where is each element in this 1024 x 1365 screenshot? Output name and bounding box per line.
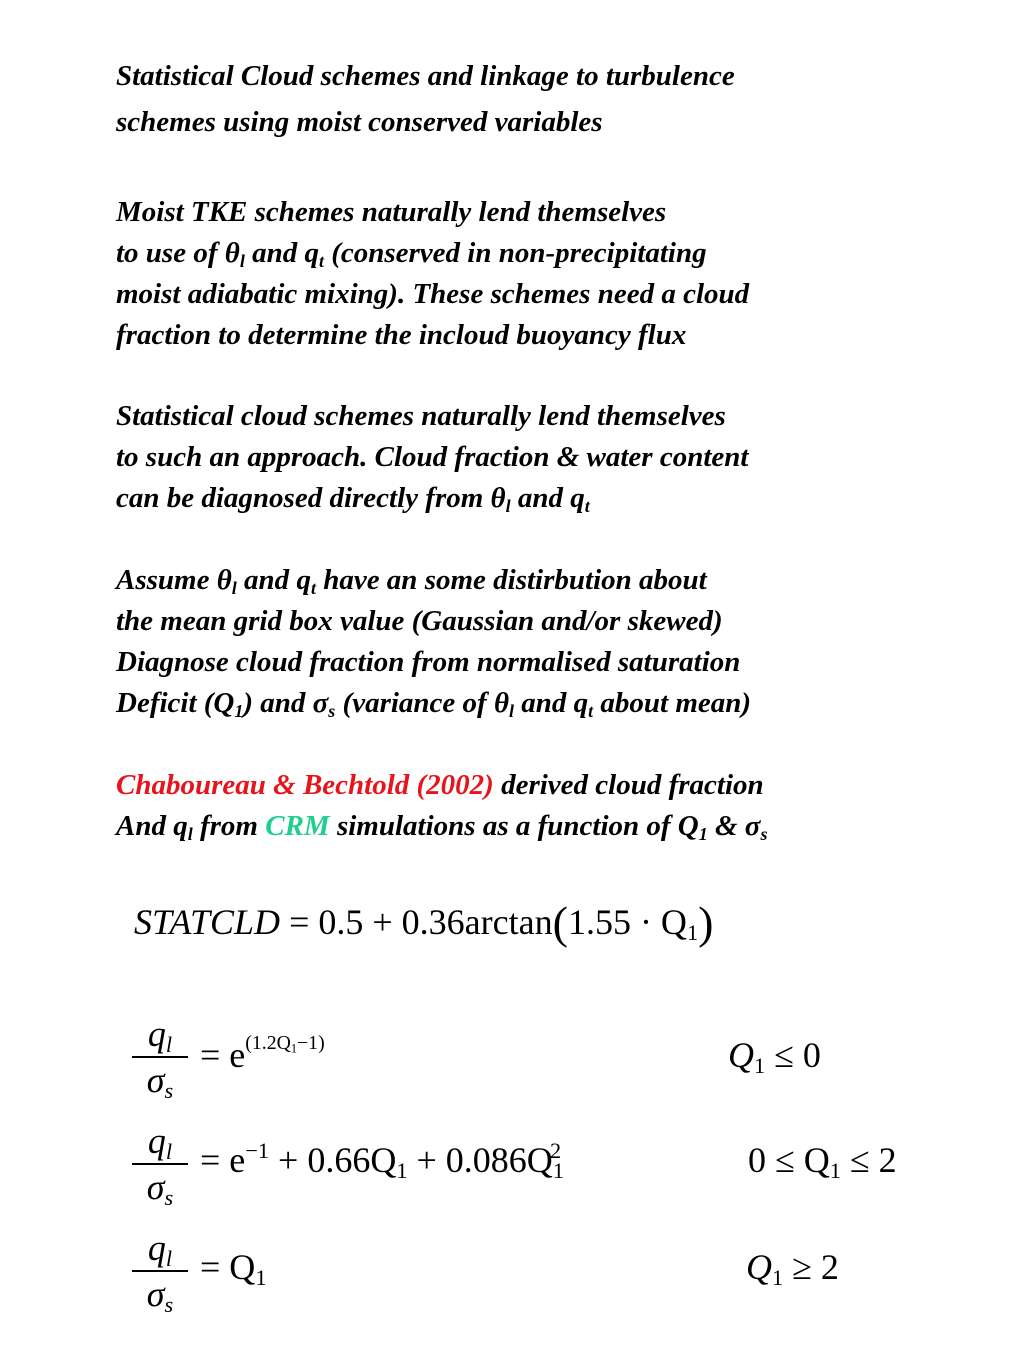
subscript-l: l	[509, 701, 515, 722]
arctan-function: arctan	[464, 902, 553, 942]
condition-text: ≤ 0	[765, 1035, 821, 1075]
subscript-1: 1	[829, 1158, 841, 1184]
exponent: −1	[245, 1138, 270, 1164]
subscript-1: 1	[754, 1053, 766, 1079]
rhs-base: = e	[200, 1140, 246, 1180]
superscript-2: 2	[549, 1138, 562, 1164]
text-span: to use of	[116, 237, 225, 269]
rhs-term: = Q	[200, 1247, 256, 1287]
subscript-t: t	[584, 496, 590, 517]
equation-ql-case-1	[200, 1034, 325, 1076]
sigma-symbol: σ	[312, 687, 329, 719]
fraction-bar	[132, 1270, 188, 1272]
subscript-s: s	[760, 824, 768, 845]
text-span: And q	[116, 810, 188, 842]
text-span: and	[514, 687, 574, 719]
subscript-s: s	[164, 1292, 174, 1318]
para4-line-2	[116, 806, 767, 847]
fraction-ql-over-sigma	[132, 1228, 188, 1318]
sigma-symbol: σ	[146, 1274, 165, 1314]
open-paren: (	[552, 897, 568, 948]
subscript-l: l	[231, 578, 237, 599]
subscript-1: 1	[686, 920, 699, 946]
title-line-2: schemes using moist conserved variables	[116, 106, 603, 138]
subscript-1: 1	[698, 824, 708, 845]
text-span: Assume	[116, 564, 217, 596]
condition-case-2	[748, 1139, 897, 1184]
text-span: can be diagnosed directly from	[116, 482, 491, 514]
condition-text: ≤ 2	[840, 1140, 897, 1180]
condition-case-1	[728, 1034, 821, 1079]
text-span: Deficit (Q	[116, 687, 235, 719]
text-span: simulations as a function of Q	[329, 810, 699, 842]
subscript-1: 1	[772, 1265, 784, 1291]
title-line-1: Statistical Cloud schemes and linkage to turbulence	[116, 60, 735, 92]
subscript-l: l	[165, 1032, 173, 1058]
exponent-part: −1)	[297, 1032, 325, 1055]
statcld-argument: 1.55 · Q	[567, 902, 687, 942]
subscript-s: s	[164, 1078, 174, 1104]
subscript-t: t	[318, 251, 324, 272]
fraction-ql-over-sigma	[132, 1121, 188, 1211]
text-span: &	[707, 810, 745, 842]
text-span: from	[192, 810, 266, 842]
crm-label: CRM	[265, 810, 330, 842]
text-span: (conserved in non-precipitating	[323, 237, 707, 269]
para1-line-3: moist adiabatic mixing). These schemes need a cloud	[116, 278, 750, 310]
para4-line-1	[116, 765, 764, 806]
subscript-1: 1	[255, 1265, 267, 1291]
subscript-l: l	[187, 824, 193, 845]
sigma-symbol: σ	[146, 1060, 165, 1100]
text-span: derived cloud fraction	[493, 769, 764, 801]
q-symbol: q	[296, 564, 311, 596]
q-symbol: q	[147, 1121, 166, 1161]
subscript-t: t	[310, 578, 316, 599]
statcld-coefficients: = 0.5 + 0.36	[280, 902, 465, 942]
para3-line-3: Diagnose cloud fraction from normalised saturation	[116, 646, 741, 678]
fraction-denominator	[132, 1167, 188, 1211]
close-paren: )	[698, 897, 714, 948]
para2-line-3	[116, 478, 590, 519]
subscript-l: l	[165, 1246, 173, 1272]
theta-symbol: θ	[216, 564, 232, 596]
equation-ql-case-3	[200, 1246, 267, 1291]
subscript-l: l	[505, 496, 511, 517]
q1-symbol: Q	[746, 1247, 772, 1287]
para1-line-2	[116, 233, 707, 274]
reference-citation: Chaboureau & Bechtold (2002)	[116, 769, 494, 801]
q-symbol: q	[570, 482, 585, 514]
rhs-term: + 0.66Q	[269, 1140, 397, 1180]
q1-symbol: Q	[728, 1035, 754, 1075]
para3-line-1	[116, 560, 707, 601]
fraction-bar	[132, 1163, 188, 1165]
para3-line-2: the mean grid box value (Gaussian and/or skewed)	[116, 605, 723, 637]
para3-line-4	[116, 683, 751, 724]
equation-statcld	[134, 896, 713, 949]
theta-symbol: θ	[224, 237, 240, 269]
rhs-base: = e	[200, 1035, 246, 1075]
sigma-symbol: σ	[744, 810, 761, 842]
text-span: and	[236, 564, 297, 596]
subscript-s: s	[328, 701, 336, 722]
condition-case-3	[746, 1246, 839, 1291]
q-symbol: q	[147, 1014, 166, 1054]
para1-line-1: Moist TKE schemes naturally lend themselves	[116, 196, 667, 228]
subscript-l: l	[239, 251, 245, 272]
theta-symbol: θ	[493, 687, 510, 719]
exponent-part: (1.2Q	[245, 1032, 291, 1055]
statcld-lhs: STATCLD	[134, 902, 281, 942]
fraction-bar	[132, 1056, 188, 1058]
text-span: have an some distirbution about	[315, 564, 707, 596]
equation-ql-case-2	[200, 1138, 564, 1184]
fraction-denominator	[132, 1274, 188, 1318]
subscript-1: 1	[234, 701, 244, 722]
para1-line-4: fraction to determine the incloud buoyancy flux	[116, 319, 687, 351]
para2-line-1: Statistical cloud schemes naturally lend themselves	[116, 400, 726, 432]
fraction-denominator	[132, 1060, 188, 1104]
text-span: and	[510, 482, 571, 514]
subscript-1: 1	[396, 1158, 408, 1184]
text-span: (variance of	[335, 687, 494, 719]
para2-line-2: to such an approach. Cloud fraction & water content	[116, 441, 749, 473]
fraction-numerator	[132, 1121, 188, 1165]
fraction-ql-over-sigma	[132, 1014, 188, 1104]
text-span: ) and	[243, 687, 313, 719]
rhs-term: + 0.086Q	[407, 1140, 553, 1180]
subscript-s: s	[164, 1185, 174, 1211]
sigma-symbol: σ	[146, 1167, 165, 1207]
text-span: and	[244, 237, 305, 269]
subscript-1: 1	[552, 1158, 564, 1184]
condition-text: 0 ≤ Q	[748, 1140, 830, 1180]
fraction-numerator	[132, 1014, 188, 1058]
condition-text: ≥ 2	[783, 1247, 839, 1287]
subscript-1: 1	[290, 1041, 298, 1056]
fraction-numerator	[132, 1228, 188, 1272]
subscript-t: t	[588, 701, 594, 722]
theta-symbol: θ	[490, 482, 506, 514]
text-span: about mean)	[593, 687, 752, 719]
subscript-l: l	[165, 1139, 173, 1165]
q-symbol: q	[304, 237, 319, 269]
q-symbol: q	[573, 687, 589, 719]
q-symbol: q	[147, 1228, 166, 1268]
exponent	[245, 1032, 324, 1054]
